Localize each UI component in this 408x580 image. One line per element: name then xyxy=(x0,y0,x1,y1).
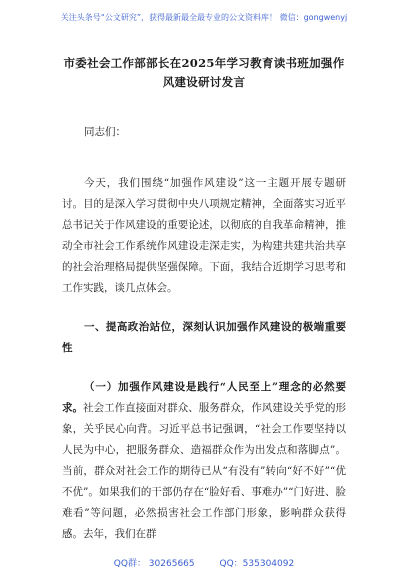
footer-contact xyxy=(0,556,408,569)
footer-qq-group: QQ群： 30265665 xyxy=(113,559,195,569)
intro-paragraph: 今天，我们围绕“加强作风建设”这一主题开展专题研讨。目的是深入学习贯彻中央八项规定精神，全面落实习近平总书记关于作风建设的重要论述，以彻底的自我革命精神，推动全市社会工作系统作风建设走深走实，为构建共建共治共享的社会治理格局提供坚强保障。下面，我结合近期学习思考和工作实践，谈几点体会。 xyxy=(62,177,346,294)
greeting: 同志们： xyxy=(84,126,126,138)
document-title: 市委社会工作部部长在2025年学习教育读书班加强作风建设研讨发言 xyxy=(63,56,345,89)
subsection-paragraph-1 xyxy=(62,377,346,545)
document-body xyxy=(62,54,346,545)
subsection-body-1: 社会工作直接面对群众、服务群众，作风建设关乎党的形象，关乎民心向背。习近平总书记强调，“社会工作要坚持以人民为中心，把服务群众、造福群众作为出发点和落脚点”。当前，群众对社会工作的期待已从“有没有”转向“好不好”“优不优”。如果我们的干部仍存在“脸好看、事难办”“门好进、脸难看”等问题，必然损害社会工作部门形象，影响群众获得感。去年，我们在群 xyxy=(62,402,347,540)
subsection-heading-1: （一）加强作风建设是践行“人民至上”理念的必然要求。 xyxy=(62,381,346,414)
section-heading-1: 一、提高政治站位，深刻认识加强作风建设的极端重要性 xyxy=(62,321,346,354)
header-banner: 关注头条号“公文研究”，获得最新最全最专业的公文资料库！ 微信：gongwenyj xyxy=(60,13,348,22)
footer-qq: QQ：535304092 xyxy=(219,559,295,569)
